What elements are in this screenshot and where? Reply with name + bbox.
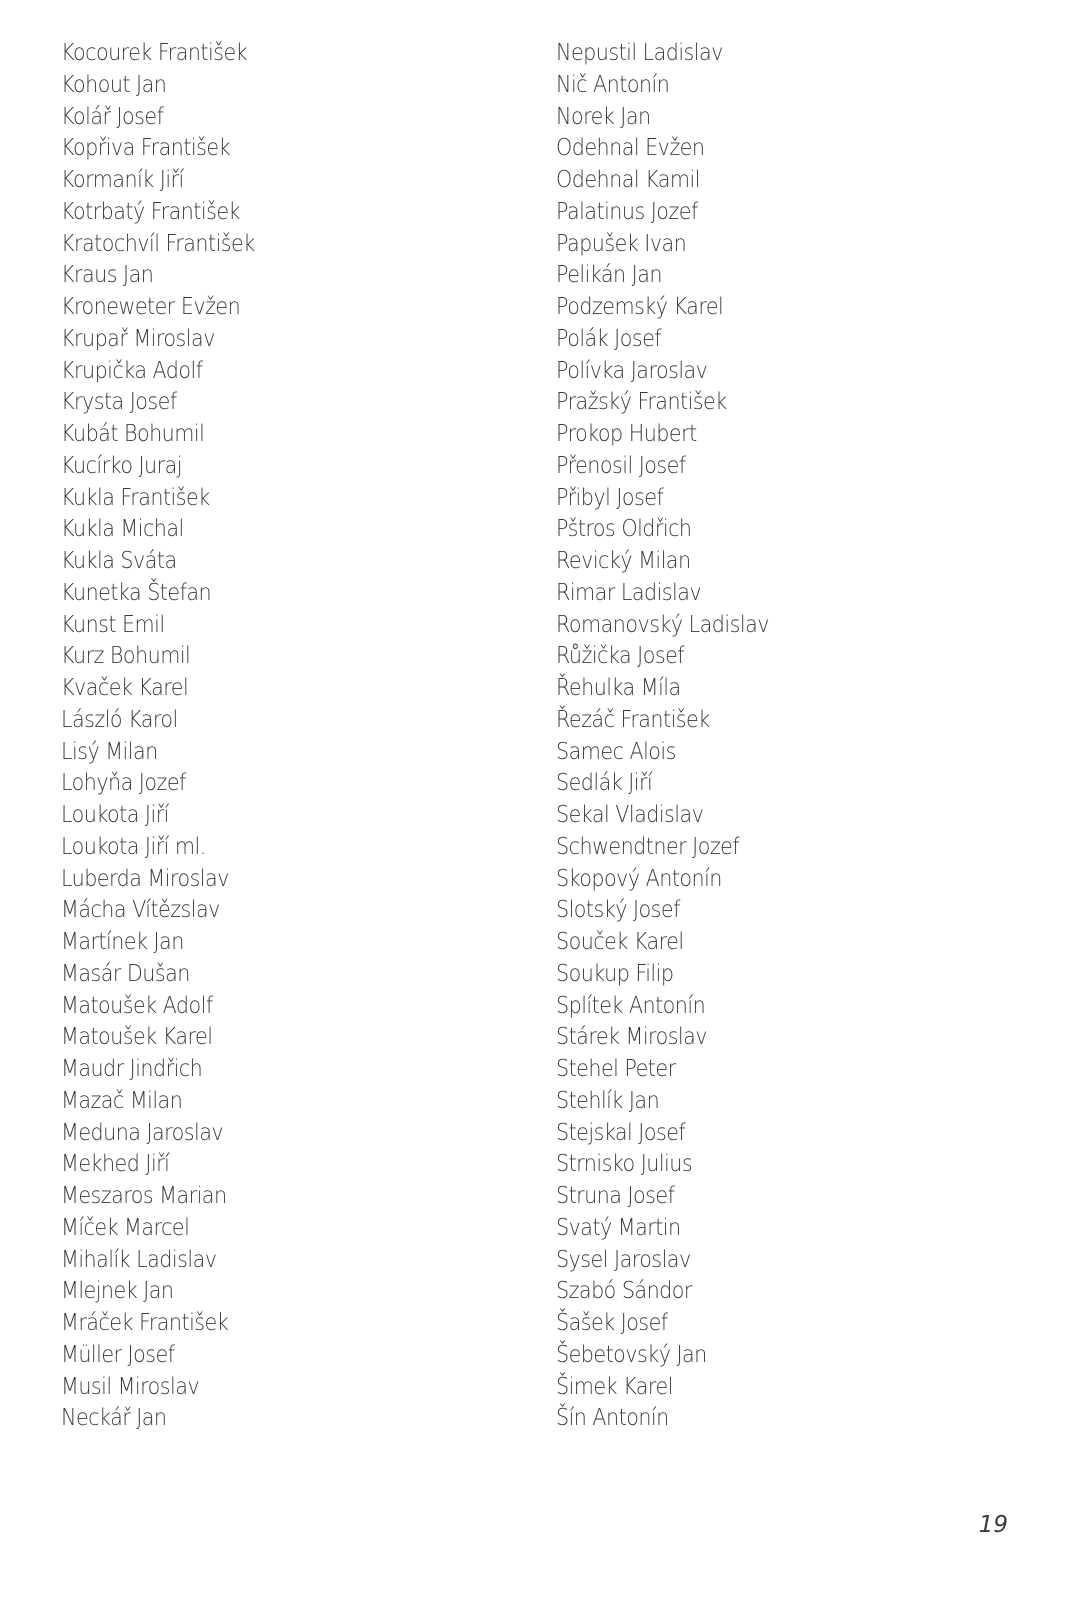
name-entry: Pražský František: [556, 389, 727, 416]
name-entry: László Karol: [61, 706, 178, 733]
name-entry: Kohout Jan: [61, 71, 167, 98]
name-entry: Palatinus Jozef: [556, 198, 698, 225]
name-entry: Sedlák Jiří: [556, 770, 653, 797]
name-entry: Podzemský Karel: [556, 294, 724, 320]
name-entry: Masár Dušan: [61, 960, 190, 987]
name-entry: Polívka Jaroslav: [556, 357, 708, 384]
name-entry: Skopový Antonín: [556, 865, 722, 892]
name-entry: Romanovský Ladislav: [556, 611, 769, 638]
name-entry: Schwendtner Jozef: [556, 833, 740, 860]
name-entry: Kucírko Juraj: [61, 452, 182, 479]
name-entry: Kukla Sváta: [61, 548, 177, 574]
name-entry: Mácha Vítězslav: [61, 897, 220, 924]
name-entry: Musil Miroslav: [61, 1373, 200, 1400]
name-entry: Sekal Vladislav: [556, 802, 704, 828]
name-entry: Maudr Jindřich: [61, 1056, 203, 1082]
name-entry: Kormaník Jiří: [61, 167, 184, 193]
name-entry: Kukla František: [61, 484, 210, 511]
name-entry: Kunetka Štefan: [61, 579, 212, 606]
name-entry: Stehlík Jan: [556, 1087, 660, 1114]
page-number: 19: [978, 1512, 1008, 1538]
name-entry: Müller Josef: [61, 1341, 175, 1368]
name-entry: Rimar Ladislav: [556, 579, 702, 606]
name-entry: Kraus Jan: [61, 262, 154, 289]
name-entry: Strnisko Julius: [556, 1151, 693, 1178]
names-list-left: [61, 38, 276, 1435]
name-entry: Struna Josef: [556, 1183, 675, 1209]
name-entry: Luberda Miroslav: [61, 865, 229, 892]
name-entry: Řezáč František: [556, 706, 710, 733]
name-entry: Řehulka Míla: [556, 675, 681, 701]
name-entry: Revický Milan: [556, 548, 691, 574]
name-entry: Odehnal Kamil: [556, 167, 700, 193]
name-entry: Kratochvíl František: [61, 230, 255, 257]
name-entry: Loukota Jiří: [61, 802, 169, 828]
name-entry: Nepustil Ladislav: [556, 40, 723, 66]
names-list-right: [556, 38, 793, 1435]
name-entry: Kvaček Karel: [61, 675, 189, 701]
name-entry: Svatý Martin: [556, 1214, 681, 1241]
name-entry: Matoušek Adolf: [61, 992, 213, 1019]
name-entry: Kolář Josef: [61, 103, 164, 130]
name-entry: Slotský Josef: [556, 897, 680, 924]
name-entry: Lohyňa Jozef: [61, 770, 186, 797]
name-entry: Meszaros Marian: [61, 1183, 227, 1209]
name-entry: Kocourek František: [61, 40, 248, 66]
name-entry: Stehel Peter: [556, 1056, 676, 1082]
name-entry: Matoušek Karel: [61, 1024, 213, 1051]
name-entry: Šimek Karel: [556, 1373, 673, 1400]
name-entry: Přibyl Josef: [556, 484, 664, 511]
name-entry: Krupař Miroslav: [61, 325, 215, 352]
name-entry: Polák Josef: [556, 325, 662, 352]
name-entry: Krysta Josef: [61, 389, 177, 416]
name-entry: Lisý Milan: [61, 738, 158, 765]
name-entry: Kroneweter Evžen: [61, 294, 241, 320]
name-entry: Kunst Emil: [61, 611, 165, 638]
name-entry: Kubát Bohumil: [61, 421, 205, 447]
name-entry: Krupička Adolf: [61, 357, 203, 384]
name-entry: Mekhed Jiří: [61, 1151, 170, 1178]
name-entry: Přenosil Josef: [556, 452, 686, 479]
name-entry: Kopřiva František: [61, 135, 231, 162]
name-entry: Mráček František: [61, 1310, 229, 1336]
name-entry: Martínek Jan: [61, 929, 184, 955]
name-entry: Mlejnek Jan: [61, 1278, 174, 1305]
name-entry: Szabó Sándor: [556, 1278, 692, 1305]
name-entry: Samec Alois: [556, 738, 676, 765]
name-entry: Nič Antonín: [556, 71, 670, 98]
name-entry: Prokop Hubert: [556, 421, 697, 447]
name-entry: Splítek Antonín: [556, 992, 706, 1019]
name-entry: Papušek Ivan: [556, 230, 687, 257]
name-entry: Šašek Josef: [556, 1310, 668, 1336]
name-entry: Meduna Jaroslav: [61, 1119, 224, 1146]
name-entry: Kukla Michal: [61, 516, 184, 543]
name-entry: Šín Antonín: [556, 1405, 669, 1432]
name-entry: Mihalík Ladislav: [61, 1246, 217, 1273]
name-entry: Kurz Bohumil: [61, 643, 191, 670]
name-entry: Pelikán Jan: [556, 262, 662, 289]
name-entry: Odehnal Evžen: [556, 135, 705, 162]
name-entry: Stejskal Josef: [556, 1119, 686, 1146]
name-entry: Šebetovský Jan: [556, 1341, 707, 1368]
name-entry: Souček Karel: [556, 929, 684, 955]
name-entry: Sysel Jaroslav: [556, 1246, 691, 1273]
name-entry: Norek Jan: [556, 103, 651, 130]
name-entry: Pštros Oldřich: [556, 516, 692, 543]
name-entry: Loukota Jiří ml.: [61, 833, 206, 860]
name-entry: Stárek Miroslav: [556, 1024, 708, 1051]
name-entry: Růžička Josef: [556, 643, 685, 670]
name-entry: Kotrbatý František: [61, 198, 240, 225]
name-entry: Soukup Filip: [556, 960, 674, 987]
name-entry: Mazač Milan: [61, 1087, 183, 1114]
name-entry: Míček Marcel: [61, 1214, 190, 1241]
name-entry: Neckář Jan: [61, 1405, 167, 1432]
